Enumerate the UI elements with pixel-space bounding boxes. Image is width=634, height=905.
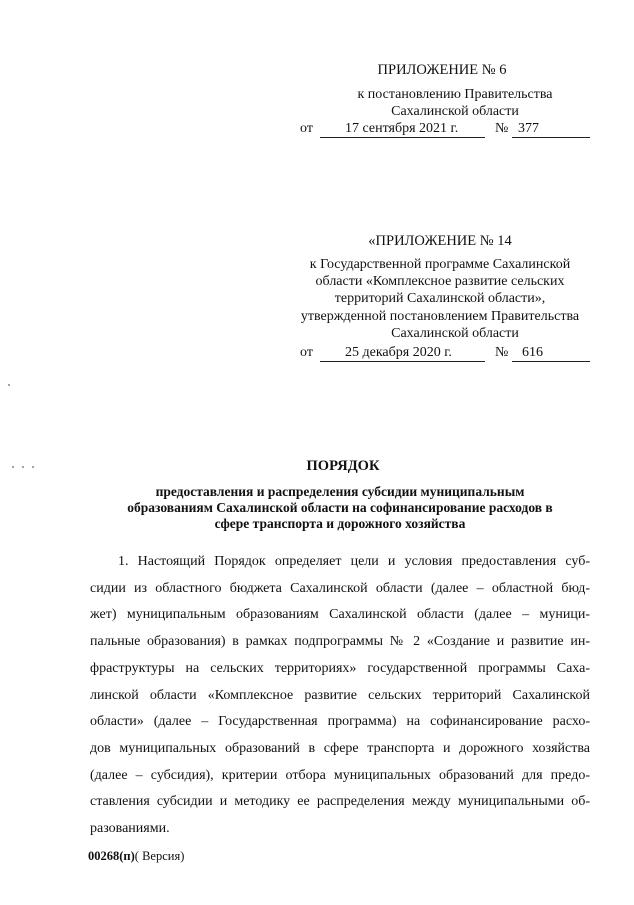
scan-speck [8, 384, 10, 386]
annex14-line: утвержденной постановлением Правительства [300, 309, 580, 324]
scan-speck [12, 466, 14, 468]
annex6-from-label: от [300, 121, 313, 136]
annex14-date-underline [320, 361, 485, 362]
annex14-date: 25 декабря 2020 г. [345, 345, 452, 360]
annex6-line2: Сахалинской области [391, 104, 519, 119]
body-line: жет) муниципальным образованиям Сахалинской области (далее – муници- [90, 607, 590, 622]
body-line: пальные образования) в рамках подпрограммы № 2 «Создание и развитие ин- [90, 634, 590, 649]
scan-speck [22, 466, 24, 468]
annex6-title: ПРИЛОЖЕНИЕ № 6 [377, 62, 507, 78]
footer [88, 849, 184, 864]
document-subtitle-line: сфере транспорта и дорожного хозяйства [214, 516, 466, 531]
annex14-num-label: № [495, 345, 509, 360]
body-line: фраструктуры на сельских территориях» государственной программы Саха- [90, 661, 590, 676]
body-line: дов муниципальных образований в сфере транспорта и дорожного хозяйства [90, 741, 590, 756]
document-subtitle-line: предоставления и распределения субсидии муниципальным [155, 484, 525, 499]
annex6-line1: к постановлению Правительства [357, 87, 553, 102]
annex6-date: 17 сентября 2021 г. [345, 121, 459, 136]
document-title: ПОРЯДОК [306, 458, 380, 474]
annex6-number-underline [512, 137, 590, 138]
body-line: области» (далее – Государственная программа) на софинансирование расхо- [90, 714, 590, 729]
scan-speck [32, 466, 34, 468]
body-line: ставления субсидии и методику ее распределения между муниципальными об- [90, 794, 590, 809]
annex14-number-underline [512, 361, 590, 362]
footer-code: 00268(п) [88, 849, 135, 863]
body-line: сидии из областного бюджета Сахалинской области (далее – областной бюд- [90, 581, 590, 596]
annex14-line: Сахалинской области [391, 326, 519, 341]
annex14-number: 616 [522, 345, 543, 360]
document-subtitle-line: образованиям Сахалинской области на софинансирование расходов в [127, 500, 553, 515]
annex14-line: области «Комплексное развитие сельских [315, 274, 565, 289]
annex14-line: к Государственной программе Сахалинской [309, 257, 571, 272]
annex14-line: территорий Сахалинской области», [334, 291, 546, 306]
body-line: 1. Настоящий Порядок определяет цели и условия предоставления суб- [118, 554, 590, 569]
annex6-num-label: № [495, 121, 509, 136]
annex14-title: «ПРИЛОЖЕНИЕ № 14 [368, 233, 512, 249]
footer-version: ( Версия) [134, 849, 185, 863]
annex6-number: 377 [518, 121, 539, 136]
body-line: (далее – субсидия), критерии отбора муниципальных образований для предо- [90, 768, 590, 783]
body-line: линской области «Комплексное развитие сельских территорий Сахалинской [90, 688, 590, 703]
annex6-date-underline [320, 137, 485, 138]
body-line: разованиями. [90, 821, 170, 836]
annex14-from-label: от [300, 345, 313, 360]
